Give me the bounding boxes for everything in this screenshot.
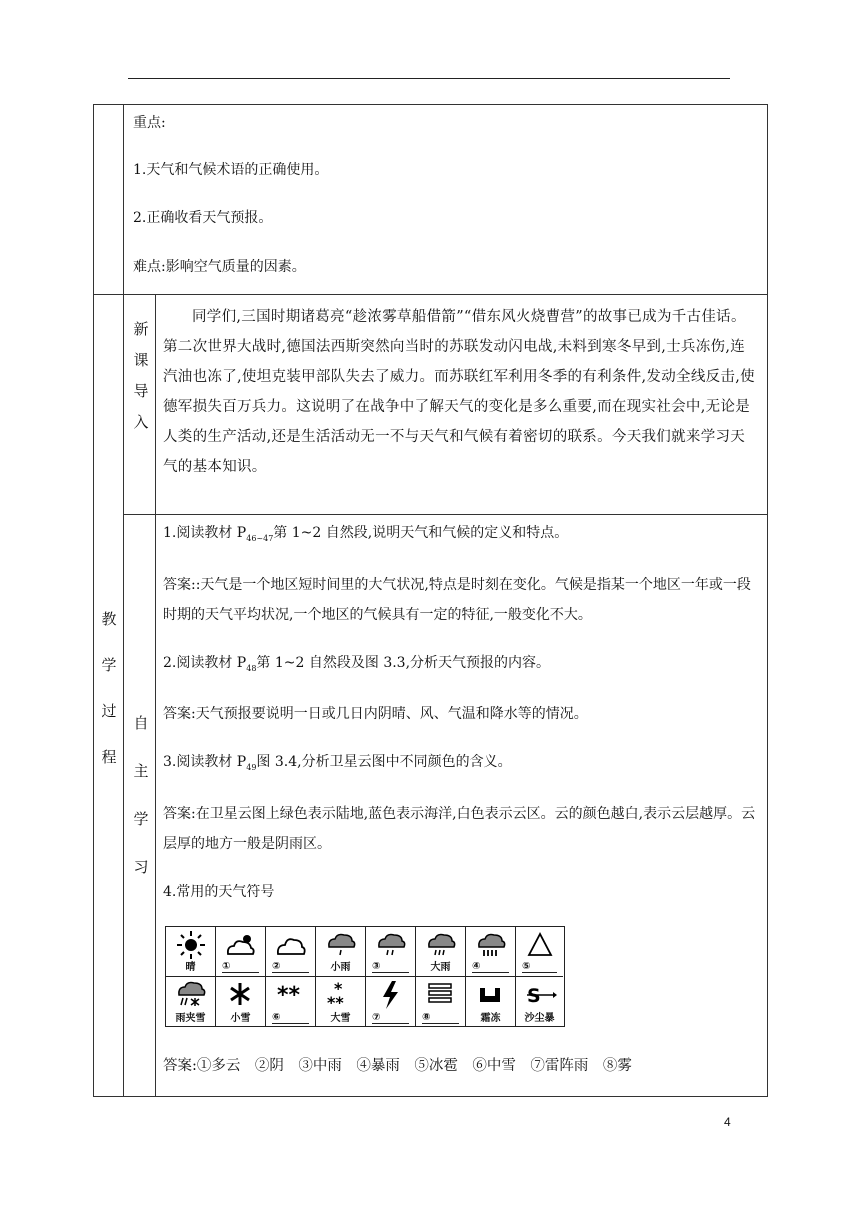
lightning-icon (375, 980, 407, 1010)
focus-heading: 重点: (133, 115, 166, 131)
moderate-rain-symbol: ③ (366, 927, 416, 977)
hail-symbol: ⑤ (516, 927, 563, 977)
snowflake-icon (225, 980, 257, 1010)
partly-cloudy-icon (225, 930, 257, 960)
sunny-symbol: 晴 (166, 927, 216, 977)
fog-symbol: ⑧ (416, 977, 466, 1027)
intro-text: 同学们,三国时期诸葛亮“趁浓雾草船借箭”“借东风火烧曹营”的故事已成为千古佳话。第二次世界大战时,德国法西斯突然向当时的苏联发动闪电战,未料到寒冬早到,士兵冻伤,连汽油也冻了,使坦克装甲部队失去了威力。而苏联红军利用冬季的有利条件,发动全线反击,使德军损失百万兵力。这说明了在战争中了解天气的变化是多么重要,而在现实社会中,无论是人类的生产活动,还是生活活动无一不与天气和气候有着密切的联系。今天我们就来学习天气的基本知识。 (163, 309, 755, 475)
light-rain-icon (325, 930, 357, 960)
svg-text:*: * (334, 980, 343, 998)
cloudy-symbol: ① (216, 927, 266, 977)
intro-label: 新 课 导 入 (133, 320, 149, 431)
weather-symbols-grid (165, 926, 565, 1027)
double-asterisk-icon (275, 980, 307, 1010)
overcast-symbol: ② (266, 927, 316, 977)
header-rule (128, 78, 730, 79)
focus-point-2: 2.正确收看天气预报。 (133, 210, 273, 226)
cloud-icon (275, 930, 307, 960)
symbols-answer: 答案:①多云 ②阴 ③中雨 ④暴雨 ⑤冰雹 ⑥中雪 ⑦雷阵雨 ⑧雾 (163, 1058, 632, 1074)
svg-text:S: S (527, 985, 541, 1007)
triangle-icon (525, 930, 557, 960)
heavy-rain-symbol: 大雨 (416, 927, 466, 977)
fog-icon (425, 980, 457, 1010)
sleet-icon (175, 980, 207, 1010)
rainstorm-icon (475, 930, 507, 960)
question-2: 2.阅读教材 $P_{48}$第 1~2 自然段及图 3.3,分析天气预报的内容。 (163, 655, 551, 673)
sleet-symbol: 雨夹雪 (166, 977, 216, 1027)
focus-point-1: 1.天气和气候术语的正确使用。 (133, 162, 329, 178)
light-rain-symbol: 小雨 (316, 927, 366, 977)
answer-1: 答案::天气是一个地区短时间里的大气状况,特点是时刻在变化。气候是指某一个地区一年或一段时期的天气平均状况,一个地区的气候具有一定的特征,一般变化不大。 (163, 577, 751, 623)
question-4: 4.常用的天气符号 (163, 884, 275, 900)
moderate-rain-icon (375, 930, 407, 960)
sun-icon (175, 930, 207, 960)
heavy-snow-symbol: * ** 大雪 (316, 977, 366, 1027)
frost-icon (475, 980, 507, 1010)
light-snow-symbol: 小雪 (216, 977, 266, 1027)
process-label: 教 学 过 程 (101, 610, 117, 766)
answer-2: 答案:天气预报要说明一日或几日内阴晴、风、气温和降水等的情况。 (163, 706, 588, 722)
difficulty-line: 难点:影响空气质量的因素。 (133, 259, 306, 275)
question-1: 1.阅读教材 $P_{46\sim 47}$第 1~2 自然段,说明天气和气候的定义和特点。 (163, 525, 569, 543)
sandstorm-symbol: S 沙尘暴 (516, 977, 563, 1027)
page-number: 4 (724, 1115, 731, 1129)
rainstorm-symbol: ④ (466, 927, 516, 977)
question-3: 3.阅读教材 $P_{49}$图 3.4,分析卫星云图中不同颜色的含义。 (163, 754, 512, 772)
moderate-snow-symbol: ** ⑥ (266, 977, 316, 1027)
triple-asterisk-icon (325, 980, 357, 1010)
heavy-rain-icon (425, 930, 457, 960)
svg-text:**: ** (327, 993, 344, 1010)
svg-text:**: ** (277, 983, 301, 1008)
answer-3: 答案:在卫星云图上绿色表示陆地,蓝色表示海洋,白色表示云区。云的颜色越白,表示云层越厚。云层厚的地方一般是阴雨区。 (163, 806, 756, 852)
thunderstorm-symbol: ⑦ (366, 977, 416, 1027)
frost-symbol: 霜冻 (466, 977, 516, 1027)
self-study-label: 自 主 学 习 (133, 714, 149, 876)
sandstorm-icon (525, 980, 557, 1010)
